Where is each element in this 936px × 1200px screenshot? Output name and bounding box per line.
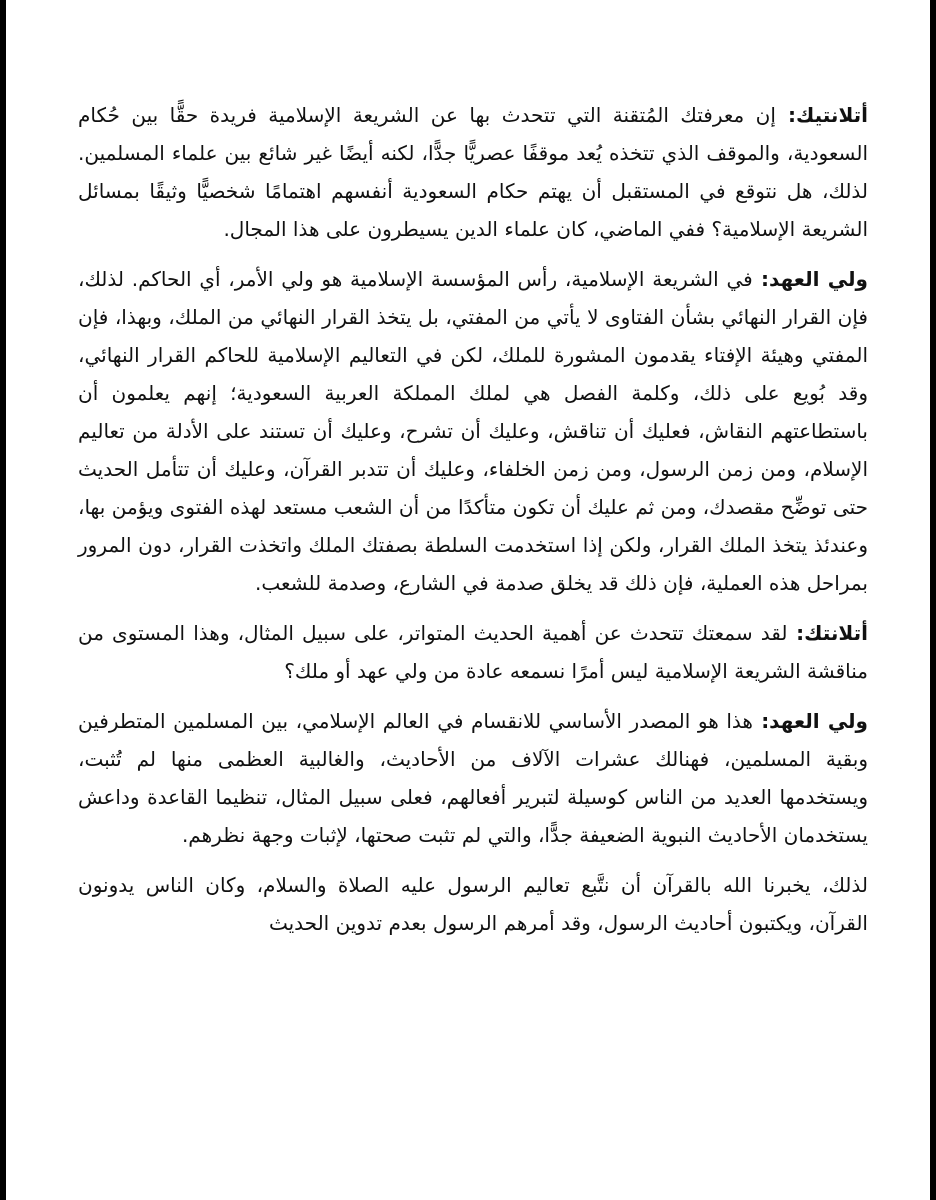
paragraph-4 [78,702,868,854]
speaker-label: أتلانتيك: [775,103,868,127]
speaker-label: أتلانتك: [787,621,868,645]
document-page [78,96,868,954]
paragraph-text: هذا هو المصدر الأساسي للانقسام في العالم الإسلامي، بين المسلمين المتطرفين وبقية المسلمين، فهنالك عشرات الآلاف من الأحاديث، والغالبية العظمى منها لم تُثبت، ويستخدمها العديد من الناس كوسيلة لتبرير أفعالهم، فعلى سبيل المثال، تنظيما القاعدة وداعش يستخدمان الأحاديث النبوية الضعيفة جدًّا، والتي لم تثبت صحتها، لإثبات وجهة نظرهم. [78,709,868,847]
paragraph-1 [78,96,868,248]
paragraph-text: إن معرفتك المُتقنة التي تتحدث بها عن الشريعة الإسلامية فريدة حقًّا بين حُكام السعودية، والموقف الذي تتخذه يُعد موقفًا عصريًّا جدًّا، لكنه أيضًا غير شائع بين علماء المسلمين. لذلك، هل نتوقع في المستقبل أن يهتم حكام السعودية أنفسهم اهتمامًا شخصيًّا وثيقًا بمسائل الشريعة الإسلامية؟ ففي الماضي، كان علماء الدين يسيطرون على هذا المجال. [78,103,868,241]
speaker-label: ولي العهد: [752,709,868,733]
paragraph-text: لذلك، يخبرنا الله بالقرآن أن نتَّبع تعاليم الرسول عليه الصلاة والسلام، وكان الناس يدونون القرآن، ويكتبون أحاديث الرسول، وقد أمرهم الرسول بعدم تدوين الحديث [78,873,868,935]
speaker-label: ولي العهد: [752,267,868,291]
paragraph-text: في الشريعة الإسلامية، رأس المؤسسة الإسلامية هو ولي الأمر، أي الحاكم. لذلك، فإن القرار النهائي بشأن الفتاوى لا يأتي من المفتي، بل يتخذ القرار النهائي من الملك، وبهذا، فإن المفتي وهيئة الإفتاء يقدمون المشورة للملك، لكن في التعاليم الإسلامية للحاكم القرار النهائي، وقد بُويع على ذلك، وكلمة الفصل هي لملك المملكة العربية السعودية؛ إنهم يعلمون أن باستطاعتهم النقاش، فعليك أن تناقش، وعليك أن تشرح، وعليك أن تستند على الأدلة من تعاليم الإسلام، ومن زمن الرسول، ومن زمن الخلفاء، وعليك أن تتدبر القرآن، وعليك أن تتأمل الحديث حتى توضِّح مقصدك، ومن ثم عليك أن تكون متأكدًا من أن الشعب مستعد لهذه الفتوى ويؤمن بها، وعندئذ يتخذ الملك القرار، ولكن إذا استخدمت السلطة بصفتك الملك واتخذت القرار، دون المرور بمراحل هذه العملية، فإن ذلك قد يخلق صدمة في الشارع، وصدمة للشعب. [78,267,868,595]
paragraph-3 [78,614,868,690]
paragraph-5 [78,866,868,942]
paragraph-text: لقد سمعتك تتحدث عن أهمية الحديث المتواتر، على سبيل المثال، وهذا المستوى من مناقشة الشريعة الإسلامية ليس أمرًا نسمعه عادة من ولي عهد أو ملك؟ [78,621,868,683]
paragraph-2 [78,260,868,602]
